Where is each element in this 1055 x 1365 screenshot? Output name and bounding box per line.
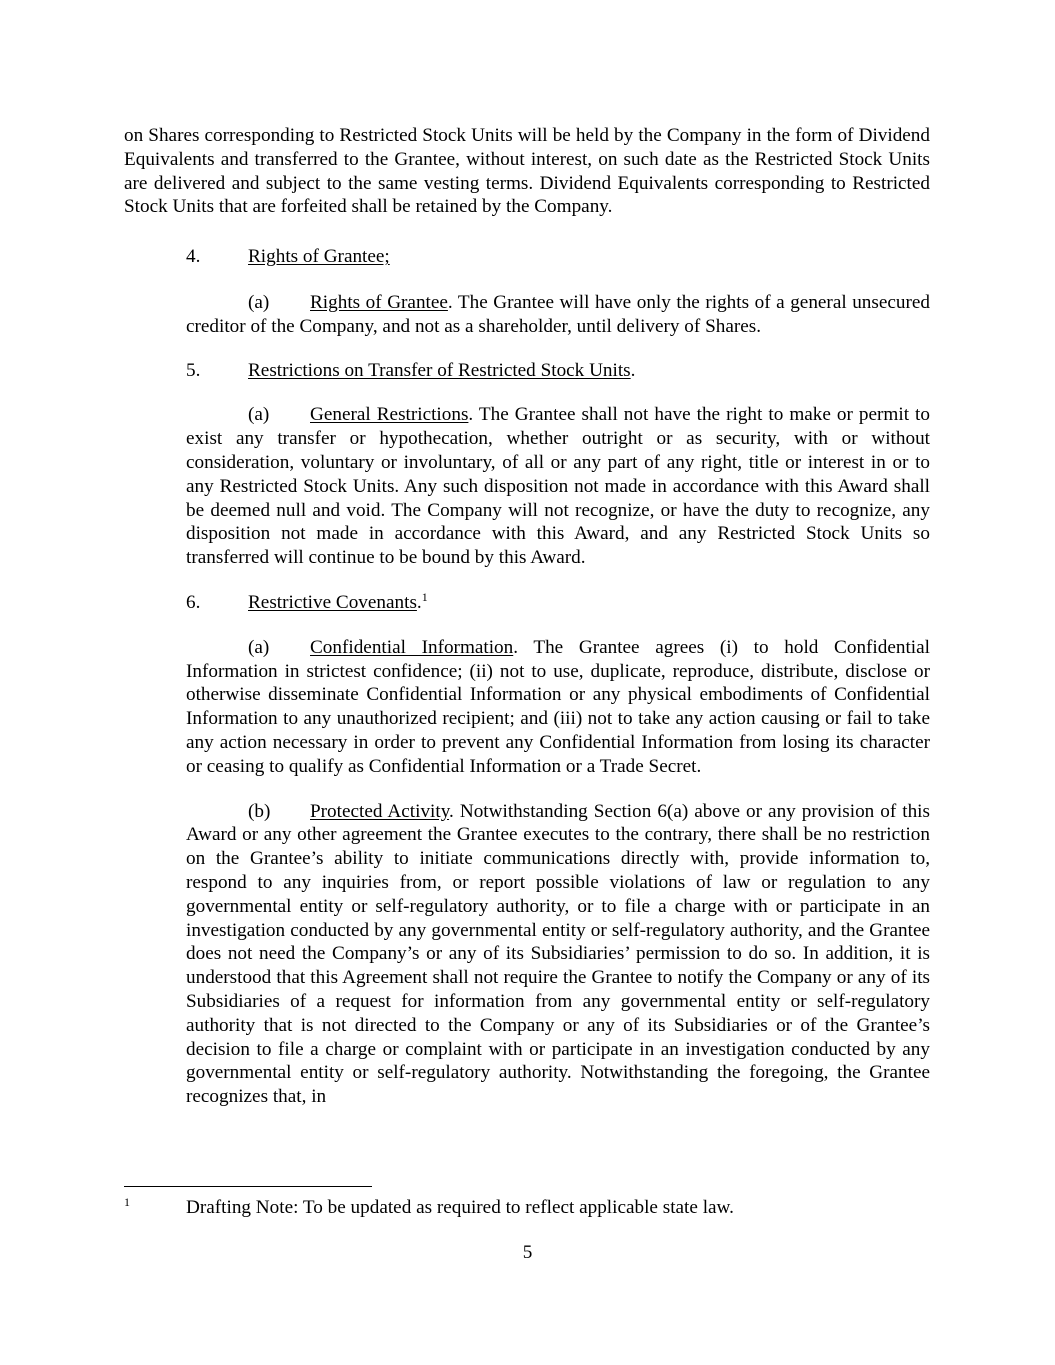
section-4a-paragraph bbox=[186, 291, 930, 339]
section-title: Restrictions on Transfer of Restricted Stock Units bbox=[248, 359, 631, 381]
section-4-heading bbox=[186, 245, 930, 269]
section-6a-paragraph bbox=[186, 636, 930, 779]
section-5a-paragraph bbox=[186, 403, 930, 570]
section-5-heading: 5. Restrictions on Transfer of Restricted Stock Units. bbox=[186, 359, 636, 381]
opening-paragraph: on Shares corresponding to Restricted Stock Units will be held by the Company in the form of Dividend Equivalents and transferred to the Grantee, without interest, on such date as the Restricted Stock Units are delivered and subject to the same vesting terms. Dividend Equivalents corresponding to Restricted Stock Units that are forfeited shall be retained by the Company. bbox=[124, 125, 930, 218]
subsection-title: General Restrictions bbox=[310, 404, 469, 426]
section-6b-paragraph bbox=[186, 800, 930, 1109]
section-number: 4. bbox=[186, 246, 201, 268]
section-number: 6. bbox=[186, 591, 201, 613]
subsection-text: . The Grantee agrees (i) to hold Confidential Information in strictest confidence; (ii) not to use, duplicate, reproduce, distribute, disclose or otherwise disseminate Confidential Information or any physical embodiments of Confidential Information to any unauthorized recipient; and (iii) not to take any action causing or fail to take any action necessary in order to prevent any Confidential Information from losing its character or ceasing to qualify as Confidential Information or a Trade Secret. bbox=[186, 636, 930, 777]
subsection-title: Rights of Grantee bbox=[310, 291, 448, 313]
section-number: 5. bbox=[186, 359, 201, 381]
subsection-title: Confidential Information bbox=[310, 636, 514, 658]
page-number: 5 bbox=[522, 1242, 533, 1263]
subsection-label: (a) bbox=[248, 291, 270, 313]
footnote-separator bbox=[124, 1186, 372, 1187]
section-6-heading: 6. Restrictive Covenants.$^1$ bbox=[186, 589, 428, 613]
section-title: Restrictive Covenants bbox=[248, 591, 417, 613]
section-title: Rights of Grantee; bbox=[248, 246, 390, 268]
subsection-label: (a) bbox=[248, 404, 270, 426]
footnote-text: Drafting Note: To be updated as required to reflect applicable state law. bbox=[186, 1197, 734, 1218]
subsection-text: . The Grantee will have only the rights of a general unsecured creditor of the Company, and not as a shareholder, until delivery of Shares. bbox=[186, 291, 930, 337]
footnote-reference[interactable]: 1 bbox=[421, 589, 428, 604]
subsection-text: . The Grantee shall not have the right to make or permit to exist any transfer or hypothecation, whether outright or as security, with or without consideration, voluntary or involuntary, of all or any part of any right, title or interest in or to any Restricted Stock Units. Any such disposition not made in accordance with this Award shall be deemed null and void. The Company will not recognize, or have the duty to recognize, any disposition not made in accordance with this Award, and any Restricted Stock Units so transferred will continue to be bound by this Award. bbox=[186, 404, 930, 569]
subsection-text: . Notwithstanding Section 6(a) above or any provision of this Award or any other agreement the Grantee executes to the contrary, there shall be no restriction on the Grantee’s ability to initiate communications directly with, provide information to, respond to any inquiries from, or report possible violations of law or regulation to any governmental entity or self-regulatory authority, or to file a charge with or participate in an investigation conducted by any governmental entity or self-regulatory authority, and the Grantee does not need the Company’s or any of its Subsidiaries’ permission to do so. In addition, it is understood that this Agreement shall not require the Grantee to notify the Company or any of its Subsidiaries of a request for information from any governmental entity or self-regulatory authority that is not directed to the Company or any of its Subsidiaries or of the Grantee’s decision to file a charge or complaint with or participate in an investigation conducted by any governmental entity or self-regulatory authority. Notwithstanding the foregoing, the Grantee recognizes that, in bbox=[186, 800, 930, 1108]
footnote: 1 Drafting Note: To be updated as required to reflect applicable state law. bbox=[124, 1195, 734, 1218]
subsection-label: (b) bbox=[248, 800, 271, 822]
subsection-label: (a) bbox=[248, 636, 270, 658]
document-page bbox=[124, 124, 930, 1109]
subsection-title: Protected Activity bbox=[310, 800, 450, 822]
